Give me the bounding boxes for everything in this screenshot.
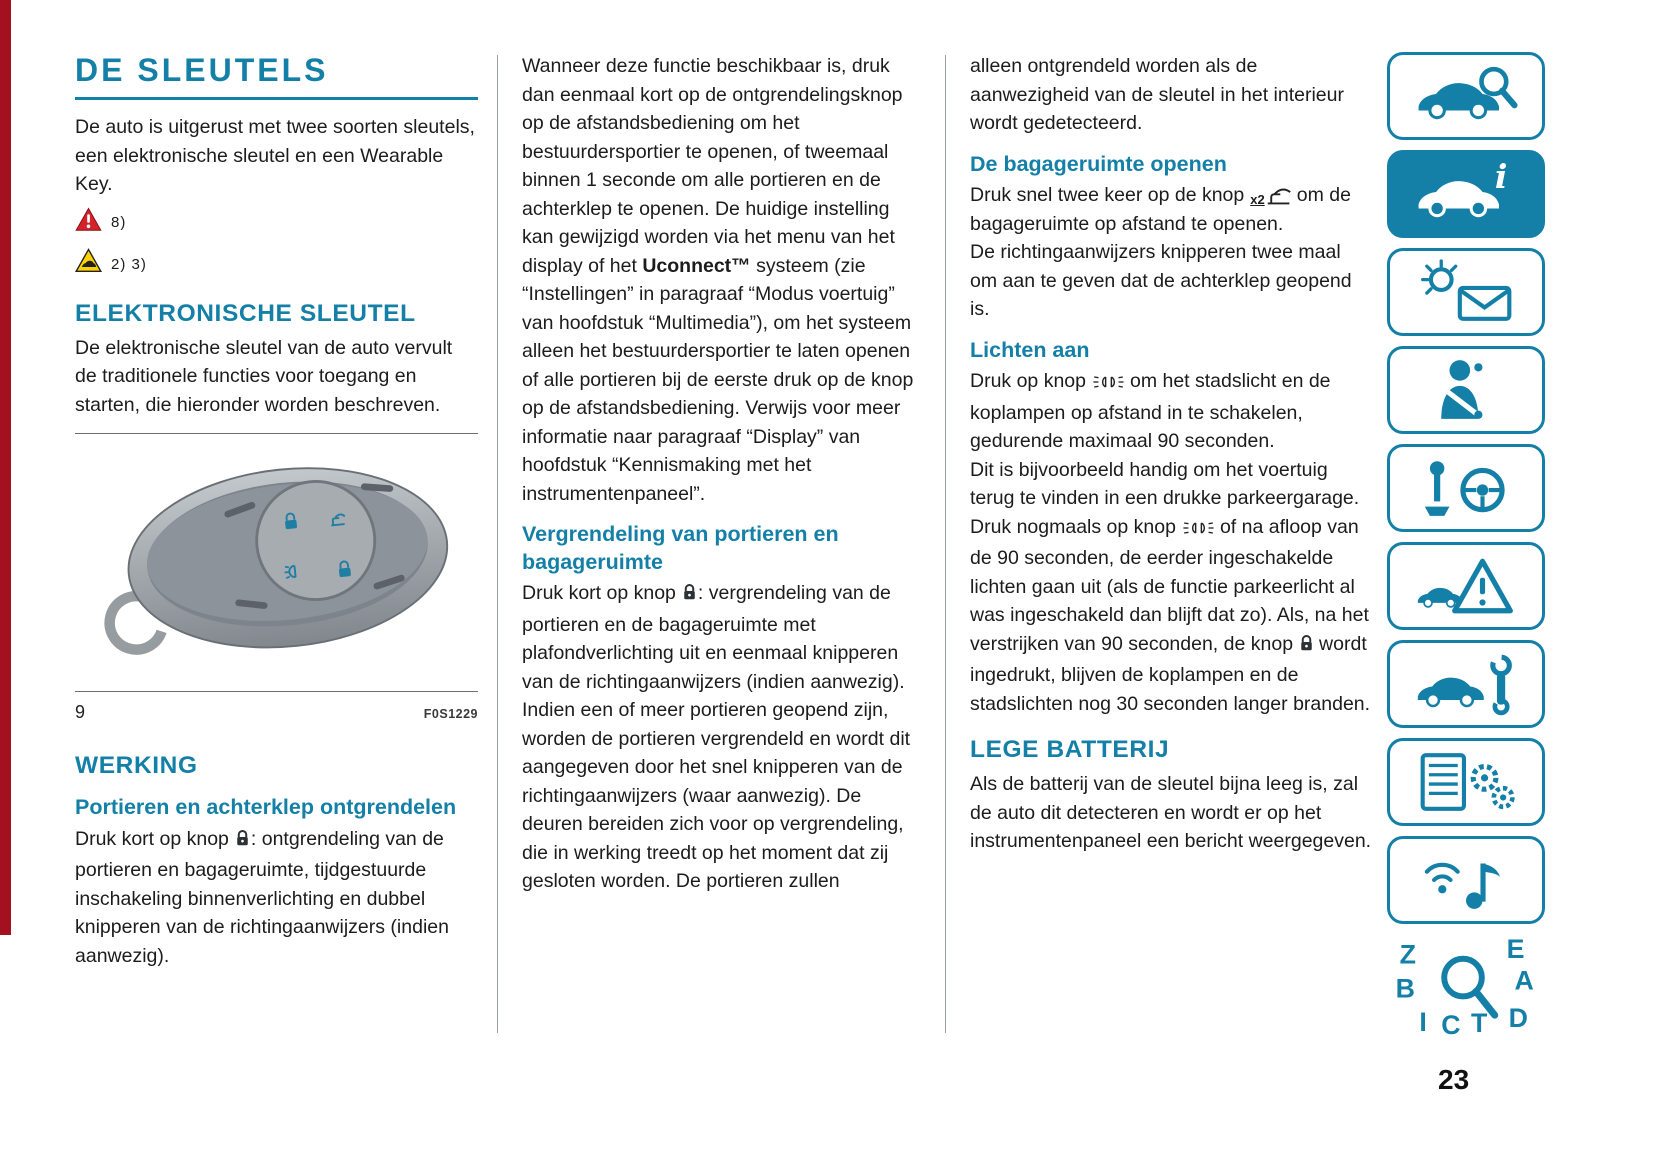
continuation-paragraph: alleen ontgrendeld worden als de aanwezigheid van de sleutel in het interieur wordt gedetecteerd.: [970, 55, 1344, 134]
lights-off-paragraph: [970, 513, 1372, 719]
lock-paragraph: [522, 579, 919, 696]
text-run: Wanneer deze functie beschikbaar is, druk dan eenmaal kort op de ontgrendelingsknop op de afstandsbediening om het bestuurdersportier te openen, of tweemaal binnen 1 seconde om alle portieren en de achterklep te openen. De huidige instelling kan gewijzigd worden via het menu van het display of het: [522, 55, 903, 277]
indicators-paragraph: De richtingaanwijzers knipperen twee maal om aan te geven dat de achterklep geopend is.: [970, 241, 1352, 320]
battery-paragraph: Als de batterij van de sleutel bijna leeg is, zal de auto dit detecteren en wordt er op het instrumentenpaneel een bericht weergegeven.: [970, 773, 1372, 852]
sidebar-tab-technical-data: [1387, 738, 1545, 826]
subheading-vergrendeling: Vergrendeling van portieren en bagageruimte: [522, 522, 839, 574]
text-run: Druk snel twee keer op de knop: [970, 184, 1245, 206]
text-run: systeem (zie “Instellingen” in paragraaf “Modus voertuig” van hoofdstuk “Multimedia”), om het systeem alleen het bestuurdersportier te laten openen of alle portieren bij de eerste druk op de knop op de afstandsbediening. Verwijs voor meer informatie naar paragraaf “Display” van hoofdstuk “Kennismaking met het instrumentenpaneel”.: [522, 254, 914, 505]
warning-row: [75, 207, 478, 241]
column-middle: [522, 52, 919, 896]
svg-text:C: C: [1441, 1010, 1461, 1036]
sidebar-tab-service-maintenance: [1387, 640, 1545, 728]
parking-garage-paragraph: Dit is bijvoorbeeld handig om het voertuig terug te vinden in een drukke parkeergarage.: [970, 458, 1360, 509]
intro-paragraph: De auto is uitgerust met twee soorten sleutels, een elektronische sleutel en een Wearable Key.: [75, 116, 475, 195]
sidebar-tab-emergency: [1387, 542, 1545, 630]
svg-text:I: I: [1419, 1007, 1427, 1036]
sidebar-tab-warning-lights-messages: [1387, 248, 1545, 336]
page-number: 23: [1438, 1064, 1470, 1095]
index-magnifier-icon: [1391, 932, 1541, 1036]
doors-open-paragraph: Indien een of meer portieren geopend zijn, worden de portieren vergrendeld en wordt dit aangegeven door het snel knipperen van de richtingaanwijzers (waar aanwezig). De deuren bereiden zich voor op vergrendeling, die in werking treedt op het moment dat zij gesloten worden. De portieren zullen: [522, 699, 911, 892]
trunk-paragraph: [970, 181, 1372, 238]
chapter-tab-sidebar: [1387, 52, 1545, 1034]
x2-label: x2: [1250, 192, 1265, 207]
warning-triangle-red-icon: [75, 207, 102, 241]
parking-lights-icon: [1182, 516, 1215, 545]
text-run: : vergrendeling van de portieren en de bagageruimte met plafondverlichting uit en eenmaal knipperen van de richtingaanwijzers (indien aanwezig).: [522, 582, 905, 693]
text-run: om de bagageruimte op afstand te openen.: [970, 184, 1351, 235]
text-run: Druk kort op knop: [522, 582, 676, 604]
text-run: wordt ingedrukt, blijven de koplampen en de stadslichten nog 30 seconden langer branden.: [970, 632, 1371, 715]
section-heading-werking: WERKING: [75, 752, 198, 779]
column-left: [75, 52, 478, 970]
key-fob-image: [75, 434, 478, 691]
subheading-lichten-aan: Lichten aan: [970, 337, 1090, 362]
sidebar-tab-safety-seatbelt: [1387, 346, 1545, 434]
svg-text:A: A: [1514, 965, 1534, 996]
column-divider: [945, 55, 946, 1033]
sidebar-tab-car-search: [1387, 52, 1545, 140]
caution-row: [75, 248, 478, 282]
section-heading-lege-batterij: LEGE BATTERIJ: [970, 736, 1170, 763]
uconnect-brand: Uconnect™: [642, 254, 751, 277]
gearshift-steering-icon: [1408, 455, 1524, 521]
text-run: Druk nogmaals op knop: [970, 515, 1176, 538]
car-info-icon: [1408, 161, 1524, 227]
caution-note: 2) 3): [111, 255, 147, 273]
spine-red-bar: [0, 0, 11, 935]
list-gears-icon: [1408, 749, 1524, 815]
caution-triangle-yellow-icon: [75, 248, 102, 282]
page-title: DE SLEUTELS: [75, 52, 329, 88]
lock-icon: [682, 582, 697, 611]
car-wrench-icon: [1408, 651, 1524, 717]
warning-lights-messages-icon: [1408, 259, 1524, 325]
lock-icon: [235, 828, 250, 857]
figure-number: 9: [75, 701, 86, 722]
trunk-open-x2-icon: [1250, 187, 1291, 206]
sidebar-tab-multimedia: [1387, 836, 1545, 924]
unlock-paragraph: [75, 825, 478, 971]
figure-caption: [75, 692, 478, 729]
section-heading-elektronische-sleutel: ELEKTRONISCHE SLEUTEL: [75, 299, 416, 327]
text-run: : ontgrendeling van de portieren en bagageruimte, tijdgestuurde inschakeling binnenverlichting en dubbel knipperen van de richtingaanwijzers (indien aanwezig).: [75, 827, 449, 967]
car-search-icon: [1408, 63, 1524, 129]
svg-text:T: T: [1470, 1008, 1488, 1036]
subheading-ontgrendelen: Portieren en achterklep ontgrendelen: [75, 795, 457, 819]
svg-text:B: B: [1395, 973, 1415, 1004]
emergency-triangle-icon: [1408, 553, 1524, 619]
lights-on-paragraph: [970, 367, 1372, 456]
section-paragraph: De elektronische sleutel van de auto vervult de traditionele functies voor toegang en starten, die hieronder worden beschreven.: [75, 336, 453, 416]
wifi-music-note-icon: [1408, 847, 1524, 913]
svg-text:Z: Z: [1399, 939, 1416, 970]
svg-text:i: i: [1494, 161, 1508, 196]
svg-text:E: E: [1506, 933, 1525, 964]
seatbelt-person-icon: [1408, 357, 1524, 423]
remote-open-paragraph: [522, 52, 919, 508]
warning-note: 8): [111, 214, 127, 231]
figure-code: F0S1229: [423, 706, 478, 721]
sidebar-tab-car-info: [1387, 150, 1545, 238]
svg-text:D: D: [1508, 1003, 1528, 1034]
text-run: Druk kort op knop: [75, 827, 229, 850]
parking-lights-icon: [1092, 370, 1125, 399]
title-rule: [75, 97, 478, 100]
sidebar-tab-alphabetical-index: [1387, 934, 1545, 1034]
subheading-bagageruimte: De bagageruimte openen: [970, 151, 1227, 176]
column-divider: [497, 55, 498, 1033]
lock-icon: [1299, 633, 1314, 662]
text-run: om het stadslicht en de koplampen op afstand in te schakelen, gedurende maximaal 90 seconden.: [970, 370, 1331, 452]
text-run: of na afloop van de 90 seconden, de eerder ingeschakelde lichten gaan uit (als de functie parkeerlicht al was ingeschakeld dan blijft dat zo). Als, na het verstrijken van 90 seconden, de knop: [970, 515, 1369, 655]
sidebar-tab-starting-driving: [1387, 444, 1545, 532]
text-run: Druk op knop: [970, 370, 1086, 392]
column-right: [970, 52, 1372, 856]
key-fob-figure: [75, 433, 478, 728]
